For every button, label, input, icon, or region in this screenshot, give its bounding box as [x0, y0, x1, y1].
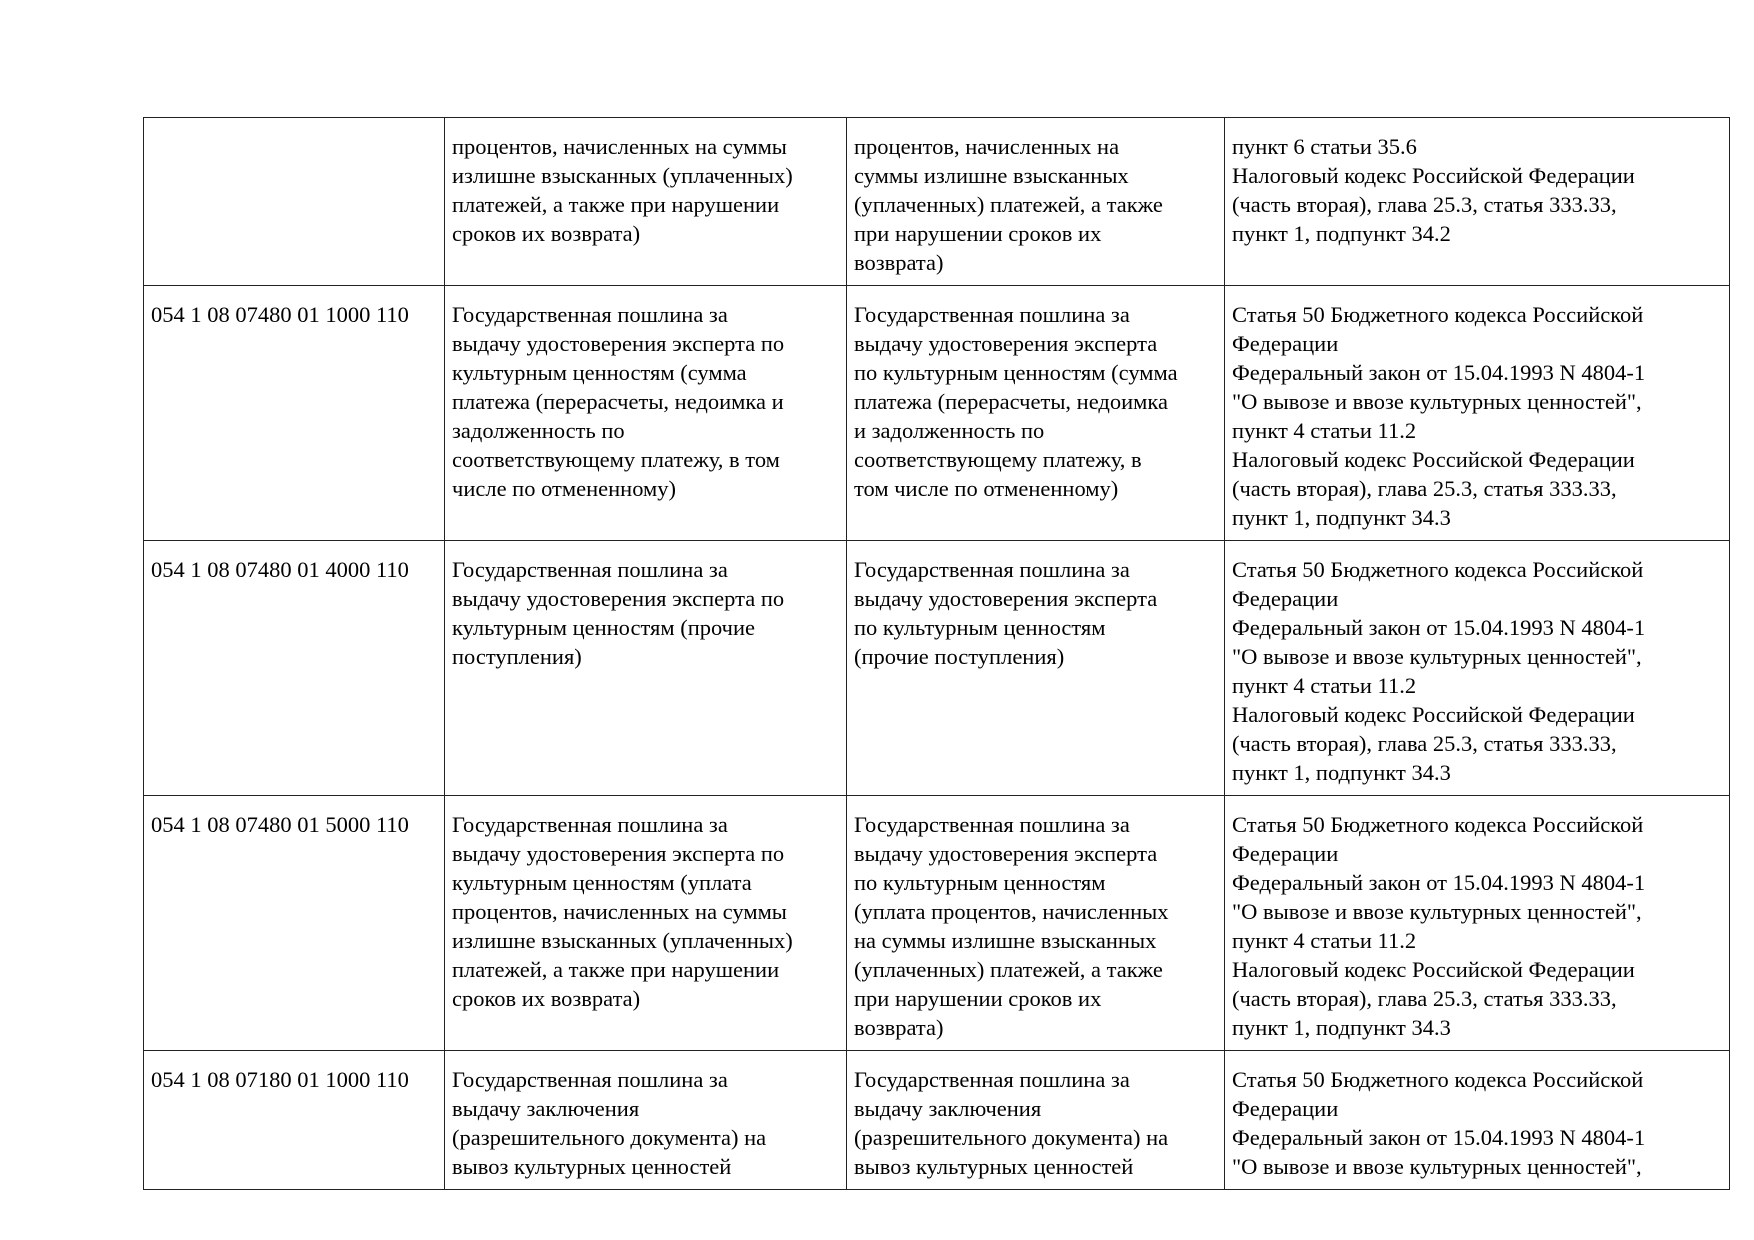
legal-basis-cell: Статья 50 Бюджетного кодекса Российской Федерации Федеральный закон от 15.04.1993 N 4804-1 "О вывозе и ввозе культурных ценностей", пункт 4 статьи 11.2 Налоговый кодекс Российской Федерации (часть вторая), глава 25.3, статья 333.33, пункт 1, подпункт 34.3 [1225, 541, 1730, 796]
description-cell: Государственная пошлина за выдачу удостоверения эксперта по культурным ценностям (уплата процентов, начисленных на суммы излишне взысканных (уплаченных) платежей, а также при нарушении сроков их возврата) [445, 796, 847, 1051]
description-cell: Государственная пошлина за выдачу удостоверения эксперта по культурным ценностям (сумма платежа (перерасчеты, недоимка и задолженность по соответствующему платежу, в том числе по отмененному) [445, 286, 847, 541]
table-row [144, 118, 1730, 286]
budget-code-cell: 054 1 08 07480 01 4000 110 [144, 541, 445, 796]
description-cell: процентов, начисленных на суммы излишне взысканных (уплаченных) платежей, а также при нарушении сроков их возврата) [445, 118, 847, 286]
budget-code-cell: 054 1 08 07180 01 1000 110 [144, 1051, 445, 1190]
admin-description-cell: Государственная пошлина за выдачу удостоверения эксперта по культурным ценностям (сумма платежа (перерасчеты, недоимка и задолженность по соответствующему платежу, в том числе по отмененному) [847, 286, 1225, 541]
description-cell: Государственная пошлина за выдачу заключения (разрешительного документа) на вывоз культурных ценностей [445, 1051, 847, 1190]
budget-code-cell [144, 118, 445, 286]
legal-basis-cell: Статья 50 Бюджетного кодекса Российской Федерации Федеральный закон от 15.04.1993 N 4804-1 "О вывозе и ввозе культурных ценностей", пункт 4 статьи 11.2 Налоговый кодекс Российской Федерации (часть вторая), глава 25.3, статья 333.33, пункт 1, подпункт 34.3 [1225, 796, 1730, 1051]
table-row [144, 286, 1730, 541]
table-row [144, 796, 1730, 1051]
budget-code-cell: 054 1 08 07480 01 5000 110 [144, 796, 445, 1051]
admin-description-cell: процентов, начисленных на суммы излишне взысканных (уплаченных) платежей, а также при нарушении сроков их возврата) [847, 118, 1225, 286]
budget-code-cell: 054 1 08 07480 01 1000 110 [144, 286, 445, 541]
legal-basis-cell: Статья 50 Бюджетного кодекса Российской Федерации Федеральный закон от 15.04.1993 N 4804-1 "О вывозе и ввозе культурных ценностей", [1225, 1051, 1730, 1190]
admin-description-cell: Государственная пошлина за выдачу удостоверения эксперта по культурным ценностям (прочие поступления) [847, 541, 1225, 796]
revenue-codes-table [143, 117, 1730, 1190]
description-cell: Государственная пошлина за выдачу удостоверения эксперта по культурным ценностям (прочие поступления) [445, 541, 847, 796]
admin-description-cell: Государственная пошлина за выдачу удостоверения эксперта по культурным ценностям (уплата процентов, начисленных на суммы излишне взысканных (уплаченных) платежей, а также при нарушении сроков их возврата) [847, 796, 1225, 1051]
legal-basis-cell: пункт 6 статьи 35.6 Налоговый кодекс Российской Федерации (часть вторая), глава 25.3, статья 333.33, пункт 1, подпункт 34.2 [1225, 118, 1730, 286]
admin-description-cell: Государственная пошлина за выдачу заключения (разрешительного документа) на вывоз культурных ценностей [847, 1051, 1225, 1190]
legal-basis-cell: Статья 50 Бюджетного кодекса Российской Федерации Федеральный закон от 15.04.1993 N 4804-1 "О вывозе и ввозе культурных ценностей", пункт 4 статьи 11.2 Налоговый кодекс Российской Федерации (часть вторая), глава 25.3, статья 333.33, пункт 1, подпункт 34.3 [1225, 286, 1730, 541]
table-row [144, 541, 1730, 796]
table-row [144, 1051, 1730, 1190]
